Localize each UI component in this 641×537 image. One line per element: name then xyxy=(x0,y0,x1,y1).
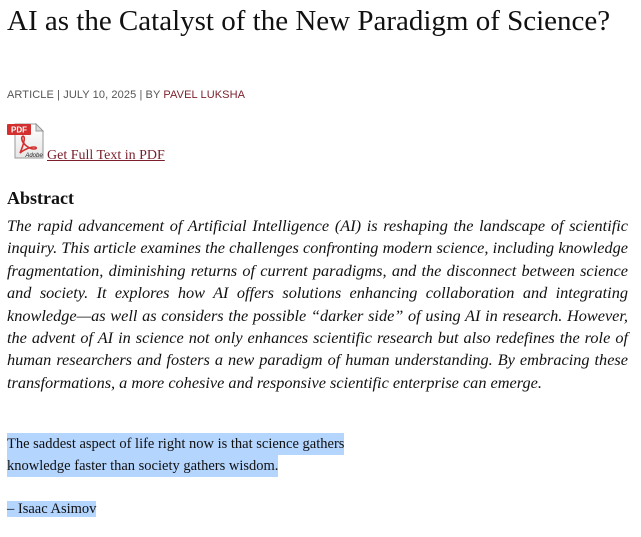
quote-block xyxy=(7,433,344,477)
get-full-text-pdf-link[interactable]: Get Full Text in PDF xyxy=(47,148,165,163)
pdf-download-row[interactable] xyxy=(7,122,407,162)
quote-attribution-text: – Isaac Asimov xyxy=(7,501,97,517)
article-meta-prefix: ARTICLE | JULY 10, 2025 | BY xyxy=(7,89,164,101)
pdf-icon-brand: Adobe xyxy=(25,153,43,159)
quote-attribution xyxy=(7,498,96,520)
pdf-adobe-icon[interactable] xyxy=(7,122,44,160)
pdf-icon-label: PDF xyxy=(11,125,27,135)
quote-line-2: knowledge faster than society gathers wisdom. xyxy=(7,455,278,477)
article-meta xyxy=(7,89,245,101)
abstract-heading: Abstract xyxy=(7,188,74,208)
author-link[interactable]: PAVEL LUKSHA xyxy=(163,89,246,101)
abstract-body: The rapid advancement of Artificial Intelligence (AI) is reshaping the landscape of scientific inquiry. This article examines the challenges confronting modern science, including knowledge fragmentation, diminishing returns of current paradigms, and the disconnect between science and society. It explores how AI offers solutions enhancing collaboration and integrating knowledge—as well as considers the possible “darker side” of using AI in research. However, the advent of AI in science not only enhances scientific research but also redefines the role of human researchers and fosters a new paradigm of human understanding. By embracing these transformations, a more cohesive and responsive scientific enterprise can emerge. xyxy=(7,216,628,392)
article-title: AI as the Catalyst of the New Paradigm of Science? xyxy=(7,5,611,37)
quote-line-1: The saddest aspect of life right now is that science gathers xyxy=(7,433,344,455)
